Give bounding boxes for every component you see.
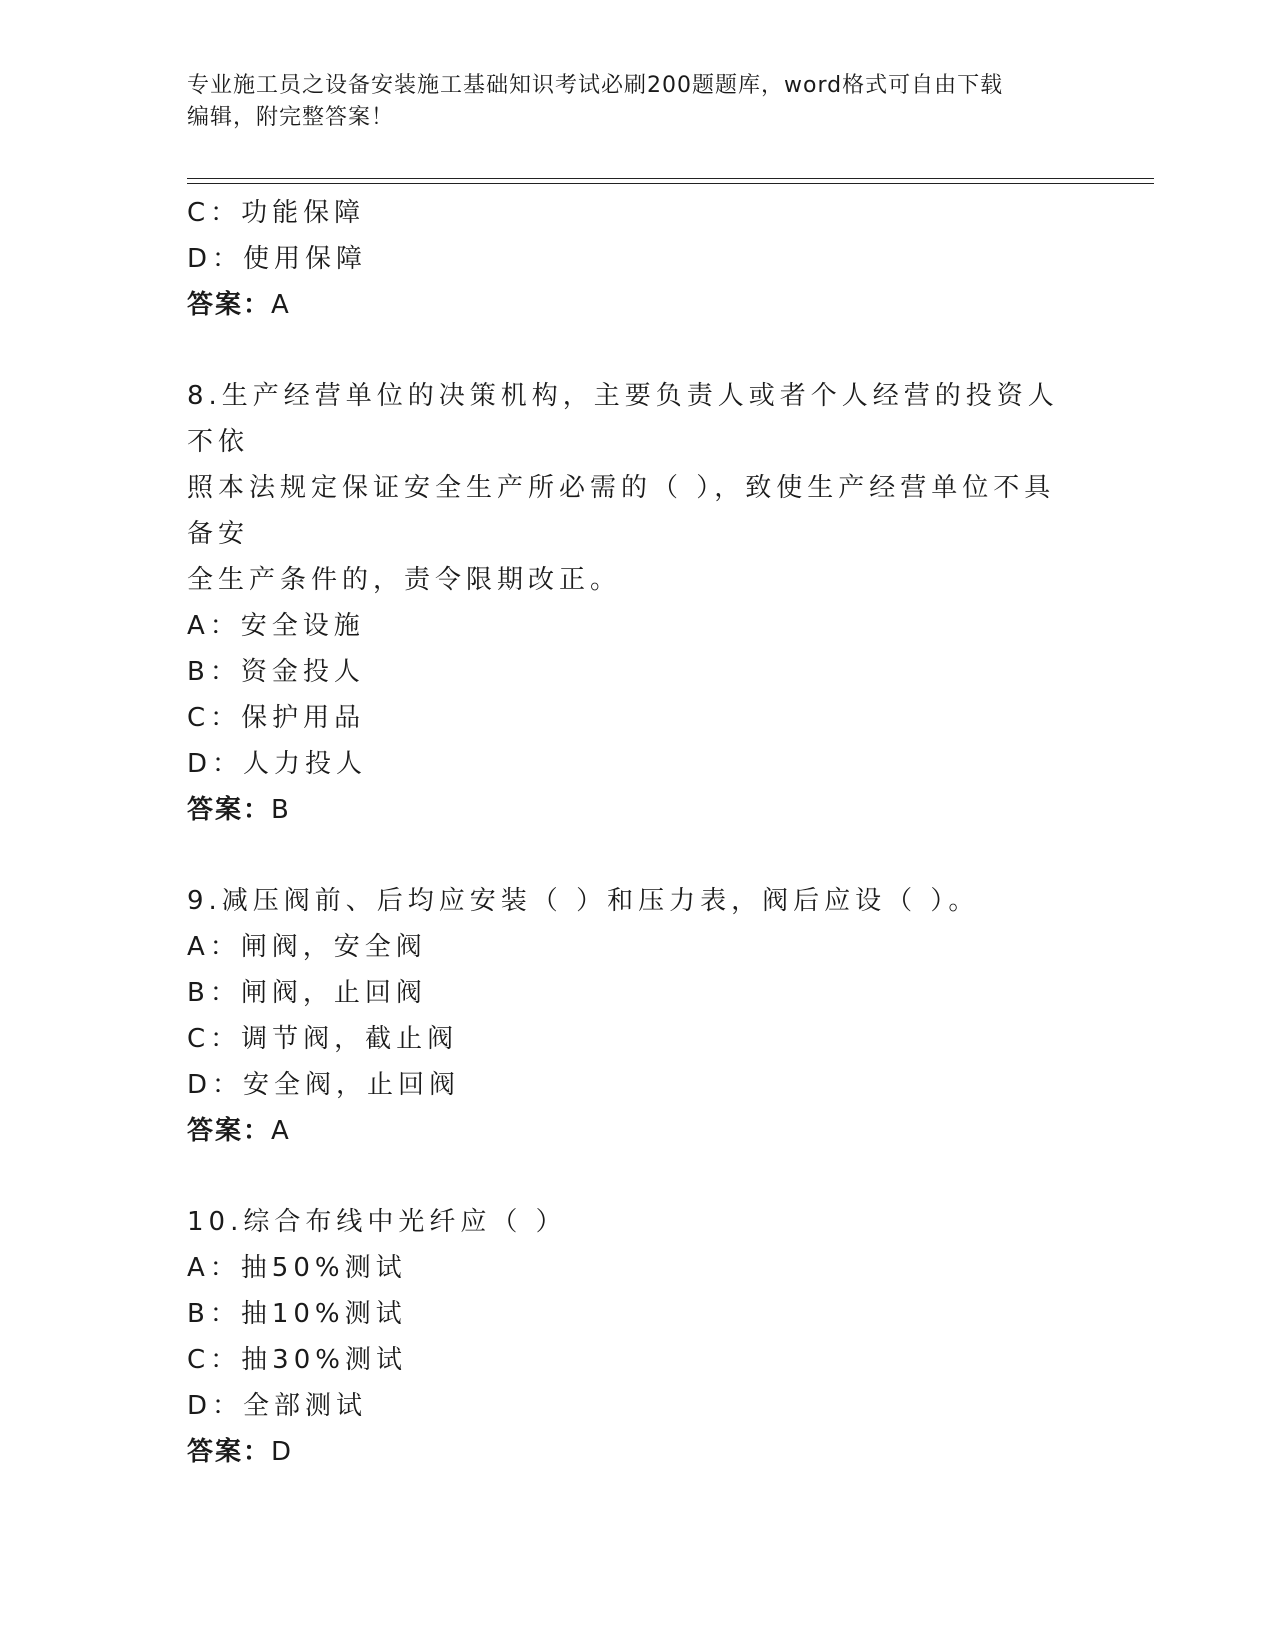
question-text-line: 10.综合布线中光纤应（ ）	[187, 1207, 567, 1237]
option-d: D：全部测试	[187, 1391, 368, 1421]
header-divider-bottom	[187, 183, 1154, 184]
question-text-line: 全生产条件的，责令限期改正。	[187, 565, 622, 595]
option-c: C：抽30%测试	[187, 1345, 407, 1375]
question-text-line: 9.减压阀前、后均应安装（ ）和压力表，阀后应设（ ）。	[187, 886, 980, 916]
answer: 答案：B	[187, 795, 291, 825]
question-8	[187, 373, 1087, 833]
option-a: A：安全设施	[187, 611, 365, 641]
option-b: B：闸阀，止回阀	[187, 978, 427, 1008]
option-c: C：调节阀，截止阀	[187, 1024, 459, 1054]
option-b: B：资金投人	[187, 657, 365, 687]
option-d: D：使用保障	[187, 244, 368, 274]
option-d: D：人力投人	[187, 749, 368, 779]
option-c: C：保护用品	[187, 703, 366, 733]
question-10	[187, 1199, 1087, 1475]
header-divider-top	[187, 178, 1154, 179]
option-a: A：抽50%测试	[187, 1253, 407, 1283]
answer: 答案：A	[187, 290, 291, 320]
answer: 答案：D	[187, 1437, 294, 1467]
answer: 答案：A	[187, 1116, 291, 1146]
question-9	[187, 878, 1087, 1154]
option-c: C：功能保障	[187, 198, 366, 228]
header-title-line-1: 专业施工员之设备安装施工基础知识考试必刷200题题库，word格式可自由下载	[187, 73, 1004, 98]
question-7	[187, 190, 1087, 328]
question-text-line: 8.生产经营单位的决策机构，主要负责人或者个人经营的投资人不依	[187, 381, 1059, 457]
question-text	[187, 878, 1067, 924]
option-a: A：闸阀，安全阀	[187, 932, 427, 962]
question-text	[187, 373, 1067, 603]
header-title-line-2: 编辑，附完整答案！	[187, 105, 395, 130]
option-d: D：安全阀，止回阀	[187, 1070, 461, 1100]
document-header	[187, 70, 1067, 134]
question-text	[187, 1199, 1067, 1245]
question-text-line: 照本法规定保证安全生产所必需的（ ），致使生产经营单位不具备安	[187, 473, 1056, 549]
option-b: B：抽10%测试	[187, 1299, 407, 1329]
question-list	[187, 190, 1087, 1475]
